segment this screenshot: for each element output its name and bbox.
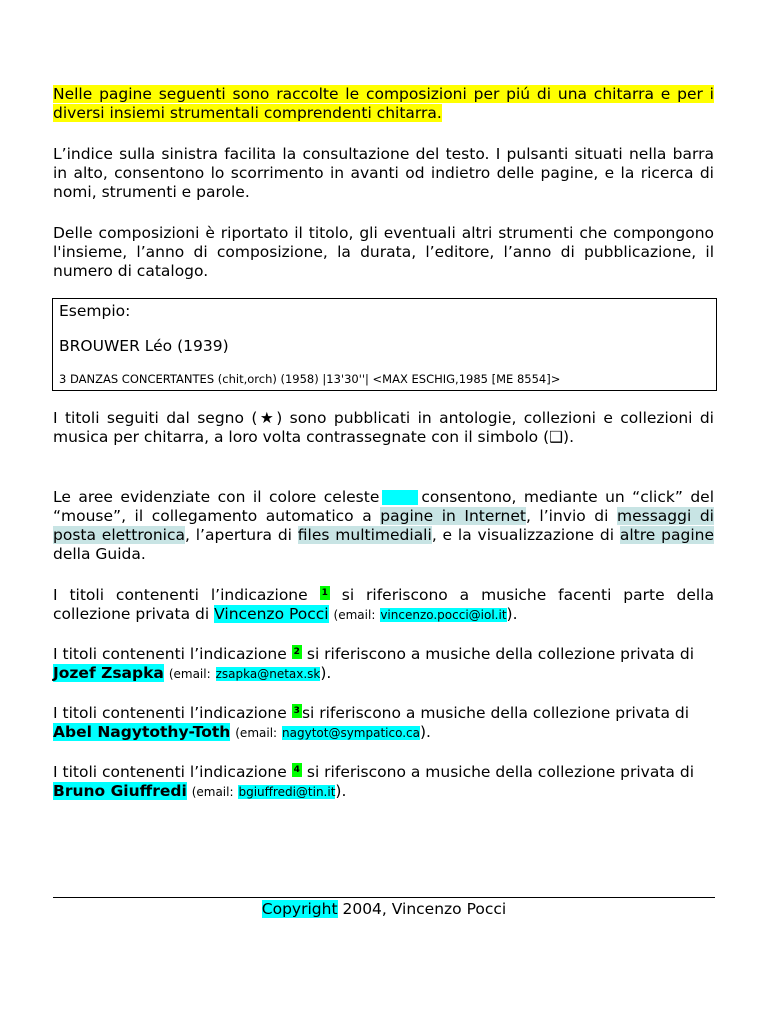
collection-prefix: I titoli contenenti l’indicazione (53, 645, 287, 663)
other-pages-link[interactable]: altre pagine (619, 526, 714, 544)
navigation-paragraph: L’indice sulla sinistra facilita la consultazione del testo. I pulsanti situati nella barra in alto, consentono lo scorrimento in avanti od indietro delle pagine, e la ricerca di nomi, strumenti e parole. (53, 145, 714, 201)
links-paragraph (53, 488, 714, 564)
email-label: (email: (235, 726, 278, 740)
collector-name-link[interactable]: Abel Nagytothy-Toth (53, 723, 231, 741)
internet-link[interactable]: pagine in Internet (380, 507, 526, 525)
footer-divider (53, 897, 715, 898)
cyan-swatch (382, 490, 418, 505)
collection-suffix: ). (335, 782, 347, 800)
collection-suffix: ). (420, 723, 431, 741)
collection-middle: si riferiscono a musiche facenti parte della collezione privata di (53, 586, 714, 623)
email-link[interactable]: vincenzo.pocci@iol.it (380, 608, 507, 622)
intro-highlight: Nelle pagine seguenti sono raccolte le composizioni per piú di una chitarra e per i diversi insiemi strumentali comprendenti chitarra. (53, 85, 714, 122)
example-work: 3 DANZAS CONCERTANTES (chit,orch) (1958) |13'30''| <MAX ESCHIG,1985 [ME 8554]> (59, 372, 561, 386)
multimedia-files-link[interactable]: files multimediali (297, 526, 432, 544)
example-box (52, 298, 717, 391)
example-composer: BROUWER Léo (1939) (59, 337, 229, 355)
footer (53, 900, 715, 919)
copyright-link[interactable]: Copyright (261, 900, 338, 918)
collection-prefix: I titoli contenenti l’indicazione (53, 763, 287, 781)
links-text-4: , l’apertura di (185, 526, 292, 544)
email-messages-link[interactable]: messaggi di posta elettronica (53, 507, 714, 544)
example-label: Esempio: (59, 302, 131, 320)
email-label: (email: (333, 608, 376, 622)
collection-prefix: I titoli contenenti l’indicazione (53, 586, 308, 604)
email-link[interactable]: bgiuffredi@tin.it (238, 785, 336, 799)
links-text-5: , e la visualizzazione di (431, 526, 615, 544)
collector-name-link[interactable]: Bruno Giuffredi (53, 782, 187, 800)
collection-mark: 1 (321, 588, 328, 598)
collection-mark: 3 (293, 706, 300, 716)
collection-middle: si riferiscono a musiche della collezione privata di (301, 704, 690, 722)
links-text-1: Le aree evidenziate con il colore celeste (53, 488, 380, 506)
links-text-2: consentono, mediante un “click” del “mouse”, il collegamento automatico a (53, 488, 714, 525)
collection-suffix: ). (506, 605, 518, 623)
collection-mark: 4 (293, 765, 300, 775)
collection-paragraph-4 (53, 763, 714, 802)
collection-suffix: ). (320, 664, 332, 682)
email-link[interactable]: zsapka@netax.sk (215, 667, 321, 681)
copyright-text: 2004, Vincenzo Pocci (342, 900, 507, 918)
intro-paragraph (53, 85, 714, 123)
collection-prefix: I titoli contenenti l’indicazione (53, 704, 287, 722)
collection-middle: si riferiscono a musiche della collezione privata di (306, 645, 695, 663)
composition-fields-paragraph: Delle composizioni è riportato il titolo, gli eventuali altri strumenti che compongono l'insieme, l’anno di composizione, la durata, l’editore, l’anno di pubblicazione, il numero di catalogo. (53, 224, 714, 280)
email-label: (email: (191, 785, 234, 799)
collection-mark: 2 (293, 647, 300, 657)
collection-paragraph-3 (53, 704, 714, 743)
collection-paragraph-2 (53, 645, 714, 684)
email-link[interactable]: nagytot@sympatico.ca (282, 726, 420, 740)
collector-name-link[interactable]: Jozef Zsapka (53, 664, 164, 682)
symbols-paragraph: I titoli seguiti dal segno (★) sono pubblicati in antologie, collezioni e collezioni di musica per chitarra, a loro volta contrassegnate con il simbolo (❑). (53, 409, 714, 446)
collection-middle: si riferiscono a musiche della collezione privata di (306, 763, 695, 781)
email-label: (email: (168, 667, 211, 681)
links-text-6: della Guida. (53, 545, 146, 563)
collector-name-link[interactable]: Vincenzo Pocci (214, 605, 329, 623)
links-text-3: , l’invio di (525, 507, 609, 525)
collection-paragraph-1 (53, 586, 714, 625)
